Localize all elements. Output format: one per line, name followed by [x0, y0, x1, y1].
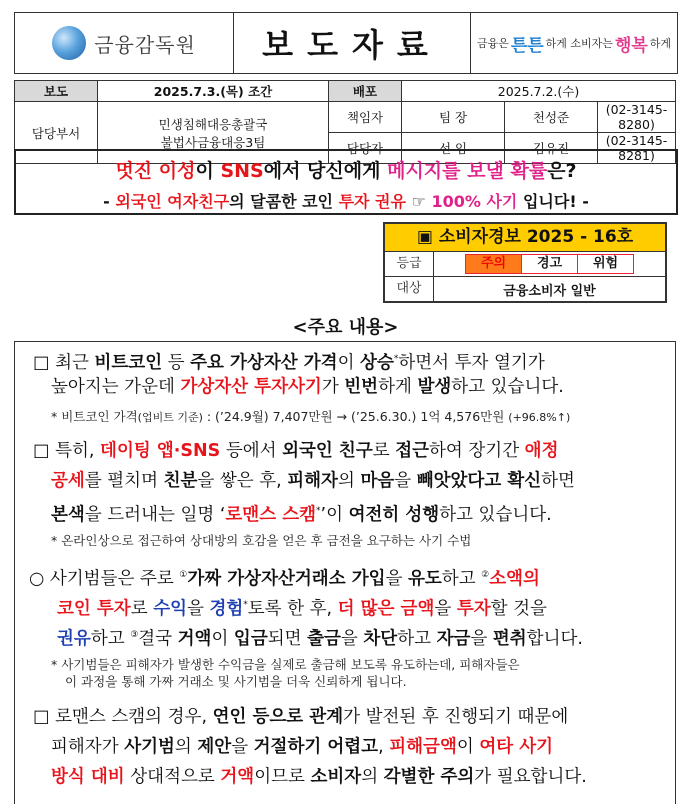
alert-target-row [385, 276, 665, 301]
txt: 거액 [220, 767, 255, 787]
txt: * 비트코인 가격 [51, 409, 138, 424]
txt: 더 많은 금액 [337, 598, 435, 619]
txt: 본색 [51, 504, 85, 525]
txt: 의 [337, 471, 361, 491]
txt: 비트코인 [94, 352, 163, 373]
txt: 높아지는 가운데 [51, 377, 181, 397]
label-dist: 배포 [329, 81, 402, 102]
txt: 방식 대비 [51, 767, 125, 787]
label-report: 보도 [15, 81, 98, 102]
txt: 여전히 성행 [348, 504, 440, 525]
txt: 하고 [90, 628, 131, 649]
section-title: <주요 내용> [292, 317, 399, 338]
role-1: 책임자 [329, 102, 402, 133]
txt: 등 [162, 352, 191, 373]
dist-value: 2025.7.2.(수) [402, 81, 676, 102]
grade-label: 등급 [385, 252, 434, 276]
note-1 [51, 408, 570, 426]
name-1: 천성준 [505, 102, 598, 133]
txt: 할 것을 [490, 598, 547, 619]
txt: 소비자 [310, 767, 362, 787]
txt: 를 펼치며 [84, 471, 164, 491]
txt: 이므로 [254, 767, 311, 787]
txt: 각별한 주의 [383, 767, 475, 787]
txt: : (’24.9월) 7,407만원 → (’25.6.30.) 1억 4,576만원 [202, 409, 509, 424]
headline-line-1 [16, 156, 676, 183]
slogan-pre: 금융은 [476, 37, 509, 50]
txt: 하면서 투자 열기가 [398, 352, 545, 373]
slogan-post: 하게 [649, 37, 672, 50]
footnote-mark: * [243, 600, 248, 610]
hl-text: 이 [195, 160, 221, 182]
target-value: 금융소비자 일반 [503, 283, 596, 299]
role-2: 담당자 [329, 133, 402, 164]
txt: 제안 [197, 737, 232, 757]
txt: 하고 [397, 628, 437, 649]
txt: 발생 [417, 377, 452, 397]
grade-levels [434, 254, 665, 274]
txt: □ 특히, [33, 441, 101, 461]
headline-box [14, 149, 678, 215]
txt: 접근 [395, 441, 430, 461]
txt: (업비트 기준) [137, 411, 203, 424]
txt: 애정 [524, 441, 559, 461]
txt: 거액 [177, 628, 212, 649]
org-logo [15, 13, 234, 73]
slogan-word-1: 튼튼 [510, 35, 544, 56]
hl-text: 투자 권유 [338, 192, 406, 211]
txt: 을 [187, 598, 210, 619]
txt: 상승 [360, 352, 394, 373]
title-2: 선 임 [402, 133, 505, 164]
consumer-alert-box [383, 222, 667, 303]
txt: 가 [321, 377, 345, 397]
hl-text: SNS [220, 160, 264, 182]
footnote-mark: * [316, 506, 321, 516]
txt: 사기범 [124, 737, 175, 757]
txt: ’이 [320, 504, 349, 525]
txt: 을 [470, 628, 493, 649]
txt: 연인 등으로 관계 [212, 707, 344, 727]
txt: 로 [372, 441, 396, 461]
para-4-line-2 [51, 732, 553, 762]
txt: 을 드러내는 일명 ‘ [84, 504, 226, 525]
dept-line-2: 불법사금융대응3팀 [160, 134, 266, 150]
level-selector [465, 254, 634, 274]
phone-1: (02-3145-8280) [598, 102, 676, 133]
level-danger: 위험 [577, 255, 633, 273]
txt: 하고 있습니다. [439, 504, 552, 525]
slogan-word-2: 행복 [614, 35, 648, 56]
level-caution: 주의 [466, 255, 521, 273]
txt: 차단 [363, 628, 398, 649]
txt: 을 [340, 628, 364, 649]
txt: 소액의 [489, 568, 540, 589]
hl-text: 100% 사기 [431, 192, 518, 211]
hl-text: - [103, 192, 116, 211]
txt: □ 최근 [33, 352, 95, 373]
para-2-line-1 [33, 436, 558, 466]
txt: 피해금액 [389, 737, 457, 757]
headline-line-2 [16, 189, 676, 212]
txt: 출금 [307, 628, 341, 649]
txt: 을 쌓은 후, [197, 471, 288, 491]
txt: 빈번 [344, 377, 379, 397]
txt: (+96.8%↑) [508, 411, 571, 424]
txt: 결국 [138, 628, 178, 649]
txt: 이 [456, 737, 480, 757]
title-1: 팀 장 [402, 102, 505, 133]
org-name: 금융감독원 [94, 32, 196, 57]
txt: 경험 [209, 598, 244, 619]
slogan [471, 13, 677, 73]
para-2-line-2 [51, 466, 575, 496]
txt: 친분 [163, 471, 198, 491]
txt: 을 [231, 737, 254, 757]
txt: 이 [211, 628, 234, 649]
txt: □ 로맨스 스캠의 경우, [33, 707, 213, 727]
num-mark: ① [179, 570, 188, 580]
txt: 의 [174, 737, 198, 757]
slogan-mid: 하게 소비자는 [545, 37, 613, 50]
para-3-line-3 [57, 620, 583, 654]
txt: 데이팅 앱·SNS [100, 441, 221, 461]
level-warning: 경고 [521, 255, 577, 273]
txt: 입금 [233, 628, 268, 649]
txt: 투자 [456, 598, 491, 619]
txt: 토록 한 후, [247, 598, 338, 619]
txt: 자금 [436, 628, 471, 649]
para-2-line-3 [51, 496, 552, 530]
footnote-mark: * [393, 354, 399, 364]
txt: 등에서 [220, 441, 283, 461]
txt: 수익 [153, 598, 187, 619]
alert-title: ▣ 소비자경보 2025 - 16호 [385, 224, 665, 252]
txt: 상대적으로 [124, 767, 221, 787]
target-label: 대상 [385, 277, 434, 301]
txt: ○ 사기범들은 주로 [29, 568, 180, 589]
report-value: 2025.7.3.(목) 조간 [98, 81, 329, 102]
hl-text: ☞ [405, 192, 432, 211]
txt: 피해자 [287, 471, 338, 491]
txt: 하고 있습니다. [451, 377, 564, 397]
txt: 여타 사기 [479, 737, 554, 757]
txt: 마음 [360, 471, 395, 491]
para-4-line-3 [51, 762, 587, 792]
txt: 가 필요합니다. [474, 767, 587, 787]
num-mark: ② [481, 570, 490, 580]
para-3-line-1 [29, 560, 540, 594]
num-mark: ③ [130, 630, 139, 640]
hl-text: 외국인 여자친구 [115, 192, 230, 211]
globe-logo-icon [52, 26, 86, 60]
main-content-box [14, 341, 676, 804]
txt: 편취 [492, 628, 527, 649]
txt: 을 [434, 598, 457, 619]
label-dept: 담당부서 [15, 102, 98, 164]
txt: 권유 [57, 628, 91, 649]
dept-line-1: 민생침해대응총괄국 [158, 116, 268, 132]
hl-text: 에서 당신에게 [263, 160, 388, 182]
txt: 유도 [407, 568, 442, 589]
alert-grade-row [385, 252, 665, 276]
txt: , [378, 737, 390, 757]
note-3-line-2: 이 과정을 통해 가짜 거래소 및 사기범을 더욱 신뢰하게 됩니다. [65, 674, 407, 689]
txt: 로맨스 스캠 [225, 504, 317, 525]
para-4-line-1 [33, 702, 568, 732]
para-3-line-2 [57, 590, 547, 624]
press-release-header [14, 12, 678, 74]
txt: 을 [385, 568, 408, 589]
txt: 이 [337, 352, 361, 373]
txt: 로 [130, 598, 154, 619]
txt: 빼앗았다고 확신 [416, 471, 542, 491]
txt: 공세 [51, 471, 85, 491]
txt: 되면 [267, 628, 308, 649]
txt: 하게 [378, 377, 418, 397]
para-1-line-2 [51, 372, 564, 402]
hl-text: 은? [547, 160, 577, 182]
txt: 피해자가 [51, 737, 125, 757]
hl-text: 멋진 이성 [115, 160, 196, 182]
doc-title: 보도자료 [234, 13, 471, 73]
txt: 하고 [441, 568, 482, 589]
txt: 의 [361, 767, 384, 787]
name-2: 김유진 [505, 133, 598, 164]
txt: 하여 장기간 [429, 441, 525, 461]
txt: 하면 [541, 471, 575, 491]
txt: 거절하기 어렵고 [253, 737, 379, 757]
txt: 가짜 가상자산거래소 가입 [187, 568, 386, 589]
txt: 가상자산 투자사기 [180, 377, 322, 397]
txt: 외국인 친구 [282, 441, 373, 461]
txt: 주요 가상자산 가격 [190, 352, 338, 373]
phone-2: (02-3145-8281) [598, 133, 676, 164]
txt: 가 발전된 후 진행되기 때문에 [343, 707, 569, 727]
hl-text: 의 달콤한 코인 [229, 192, 339, 211]
txt: 합니다. [526, 628, 583, 649]
txt: 코인 투자 [57, 598, 131, 619]
hl-text: 메시지를 보낼 확률 [387, 160, 548, 182]
note-3-line-1: * 사기범들은 피해자가 발생한 수익금을 실제로 출금해 보도록 유도하는데, 피해자들은 [51, 657, 520, 672]
note-2: * 온라인상으로 접근하여 상대방의 호감을 얻은 후 금전을 요구하는 사기 수법 [51, 533, 472, 548]
hl-text: 입니다! - [517, 192, 589, 211]
txt: 을 [394, 471, 417, 491]
